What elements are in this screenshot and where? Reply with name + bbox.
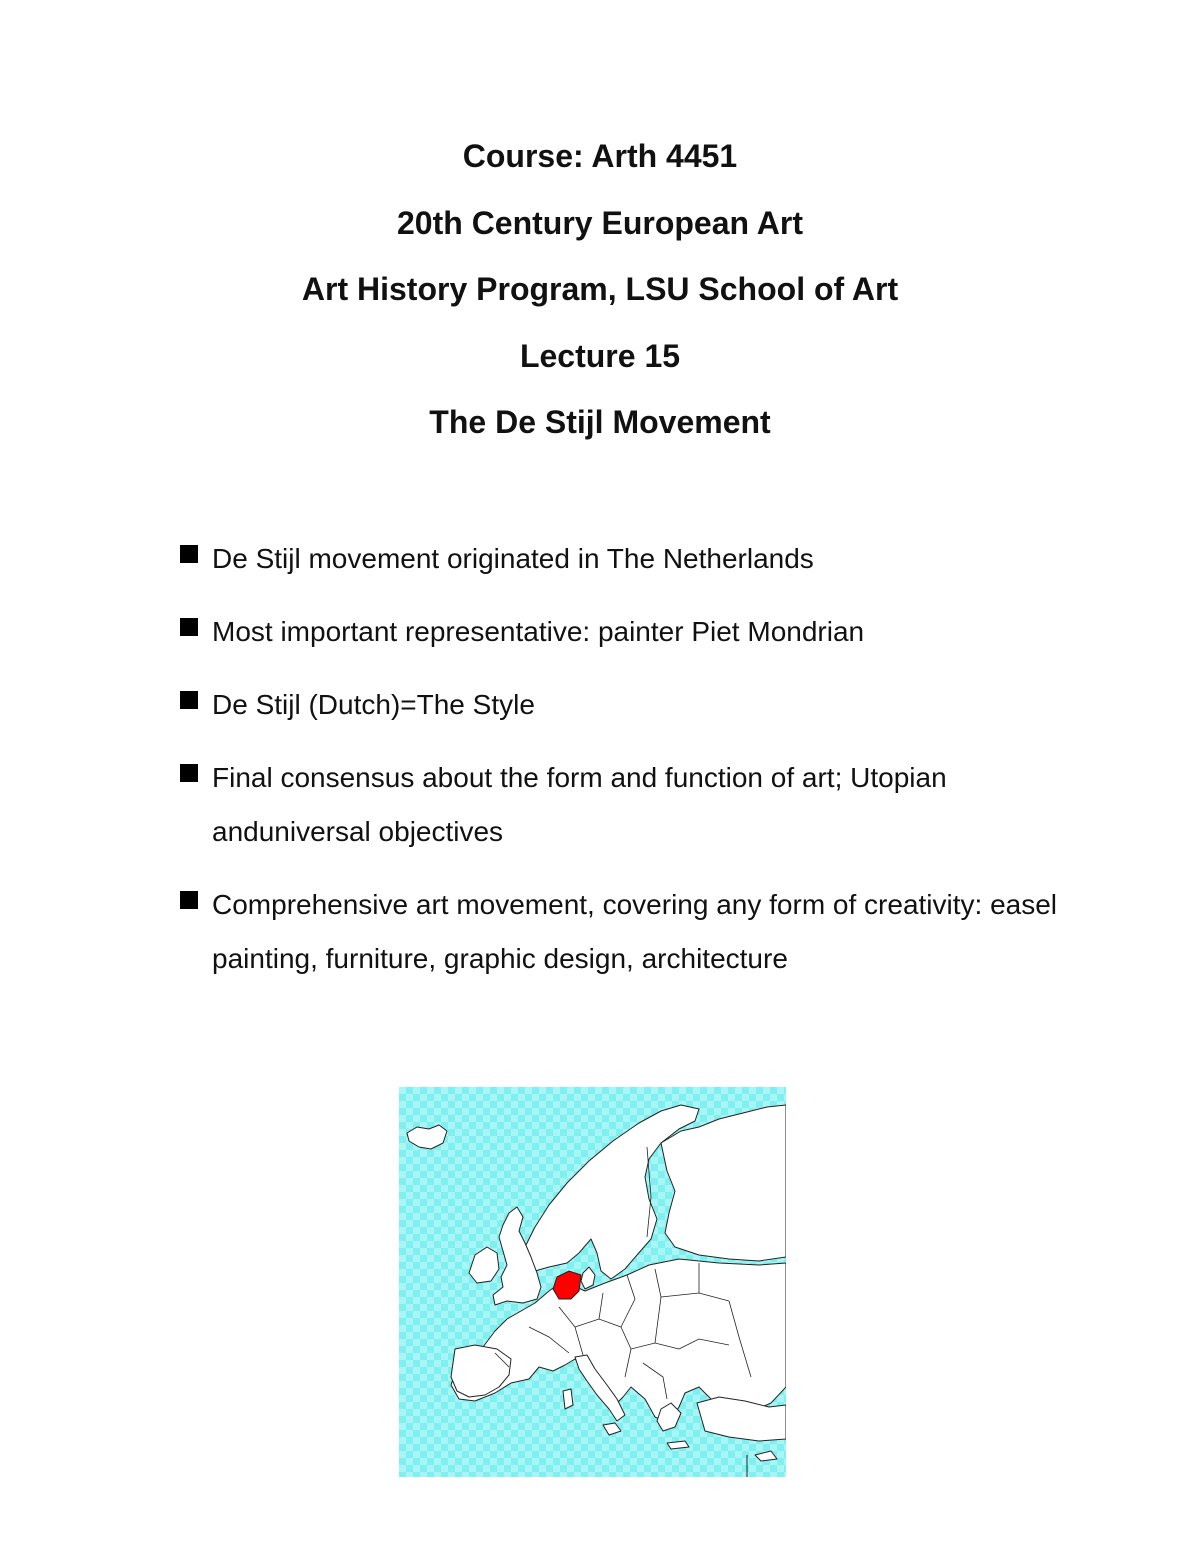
lecture-number: Lecture 15 (519, 337, 681, 374)
list-item (180, 878, 1080, 986)
bullet-text: De Stijl (Dutch)=The Style (212, 689, 535, 720)
square-bullet-icon (180, 764, 198, 782)
bullet-text: De Stijl movement originated in The Netherlands (212, 543, 814, 574)
square-bullet-icon (180, 891, 198, 909)
program-name: Art History Program, LSU School of Art (301, 271, 899, 307)
sardinia-shape (563, 1389, 573, 1409)
list-item (180, 532, 1080, 586)
square-bullet-icon (180, 691, 198, 709)
square-bullet-icon (180, 545, 198, 563)
europe-map (399, 1087, 786, 1477)
bullet-text: Comprehensive art movement, covering any form of creativity: easel painting, furniture, graphic design, architecture (212, 889, 1058, 974)
list-item (180, 751, 1080, 859)
lecture-topic: The De Stijl Movement (429, 404, 771, 440)
bullet-text: Final consensus about the form and function of art; Utopian anduniversal objectives (212, 762, 947, 847)
crete-shape (667, 1441, 689, 1449)
title-block (0, 136, 1200, 469)
square-bullet-icon (180, 618, 198, 636)
europe-map-graphic (399, 1087, 786, 1477)
list-item (180, 605, 1080, 659)
course-title: 20th Century European Art (397, 204, 803, 241)
list-item (180, 678, 1080, 732)
bullet-list (180, 532, 1080, 1005)
course-code: Course: Arth 4451 (462, 138, 738, 174)
bullet-text: Most important representative: painter Piet Mondrian (212, 616, 865, 647)
